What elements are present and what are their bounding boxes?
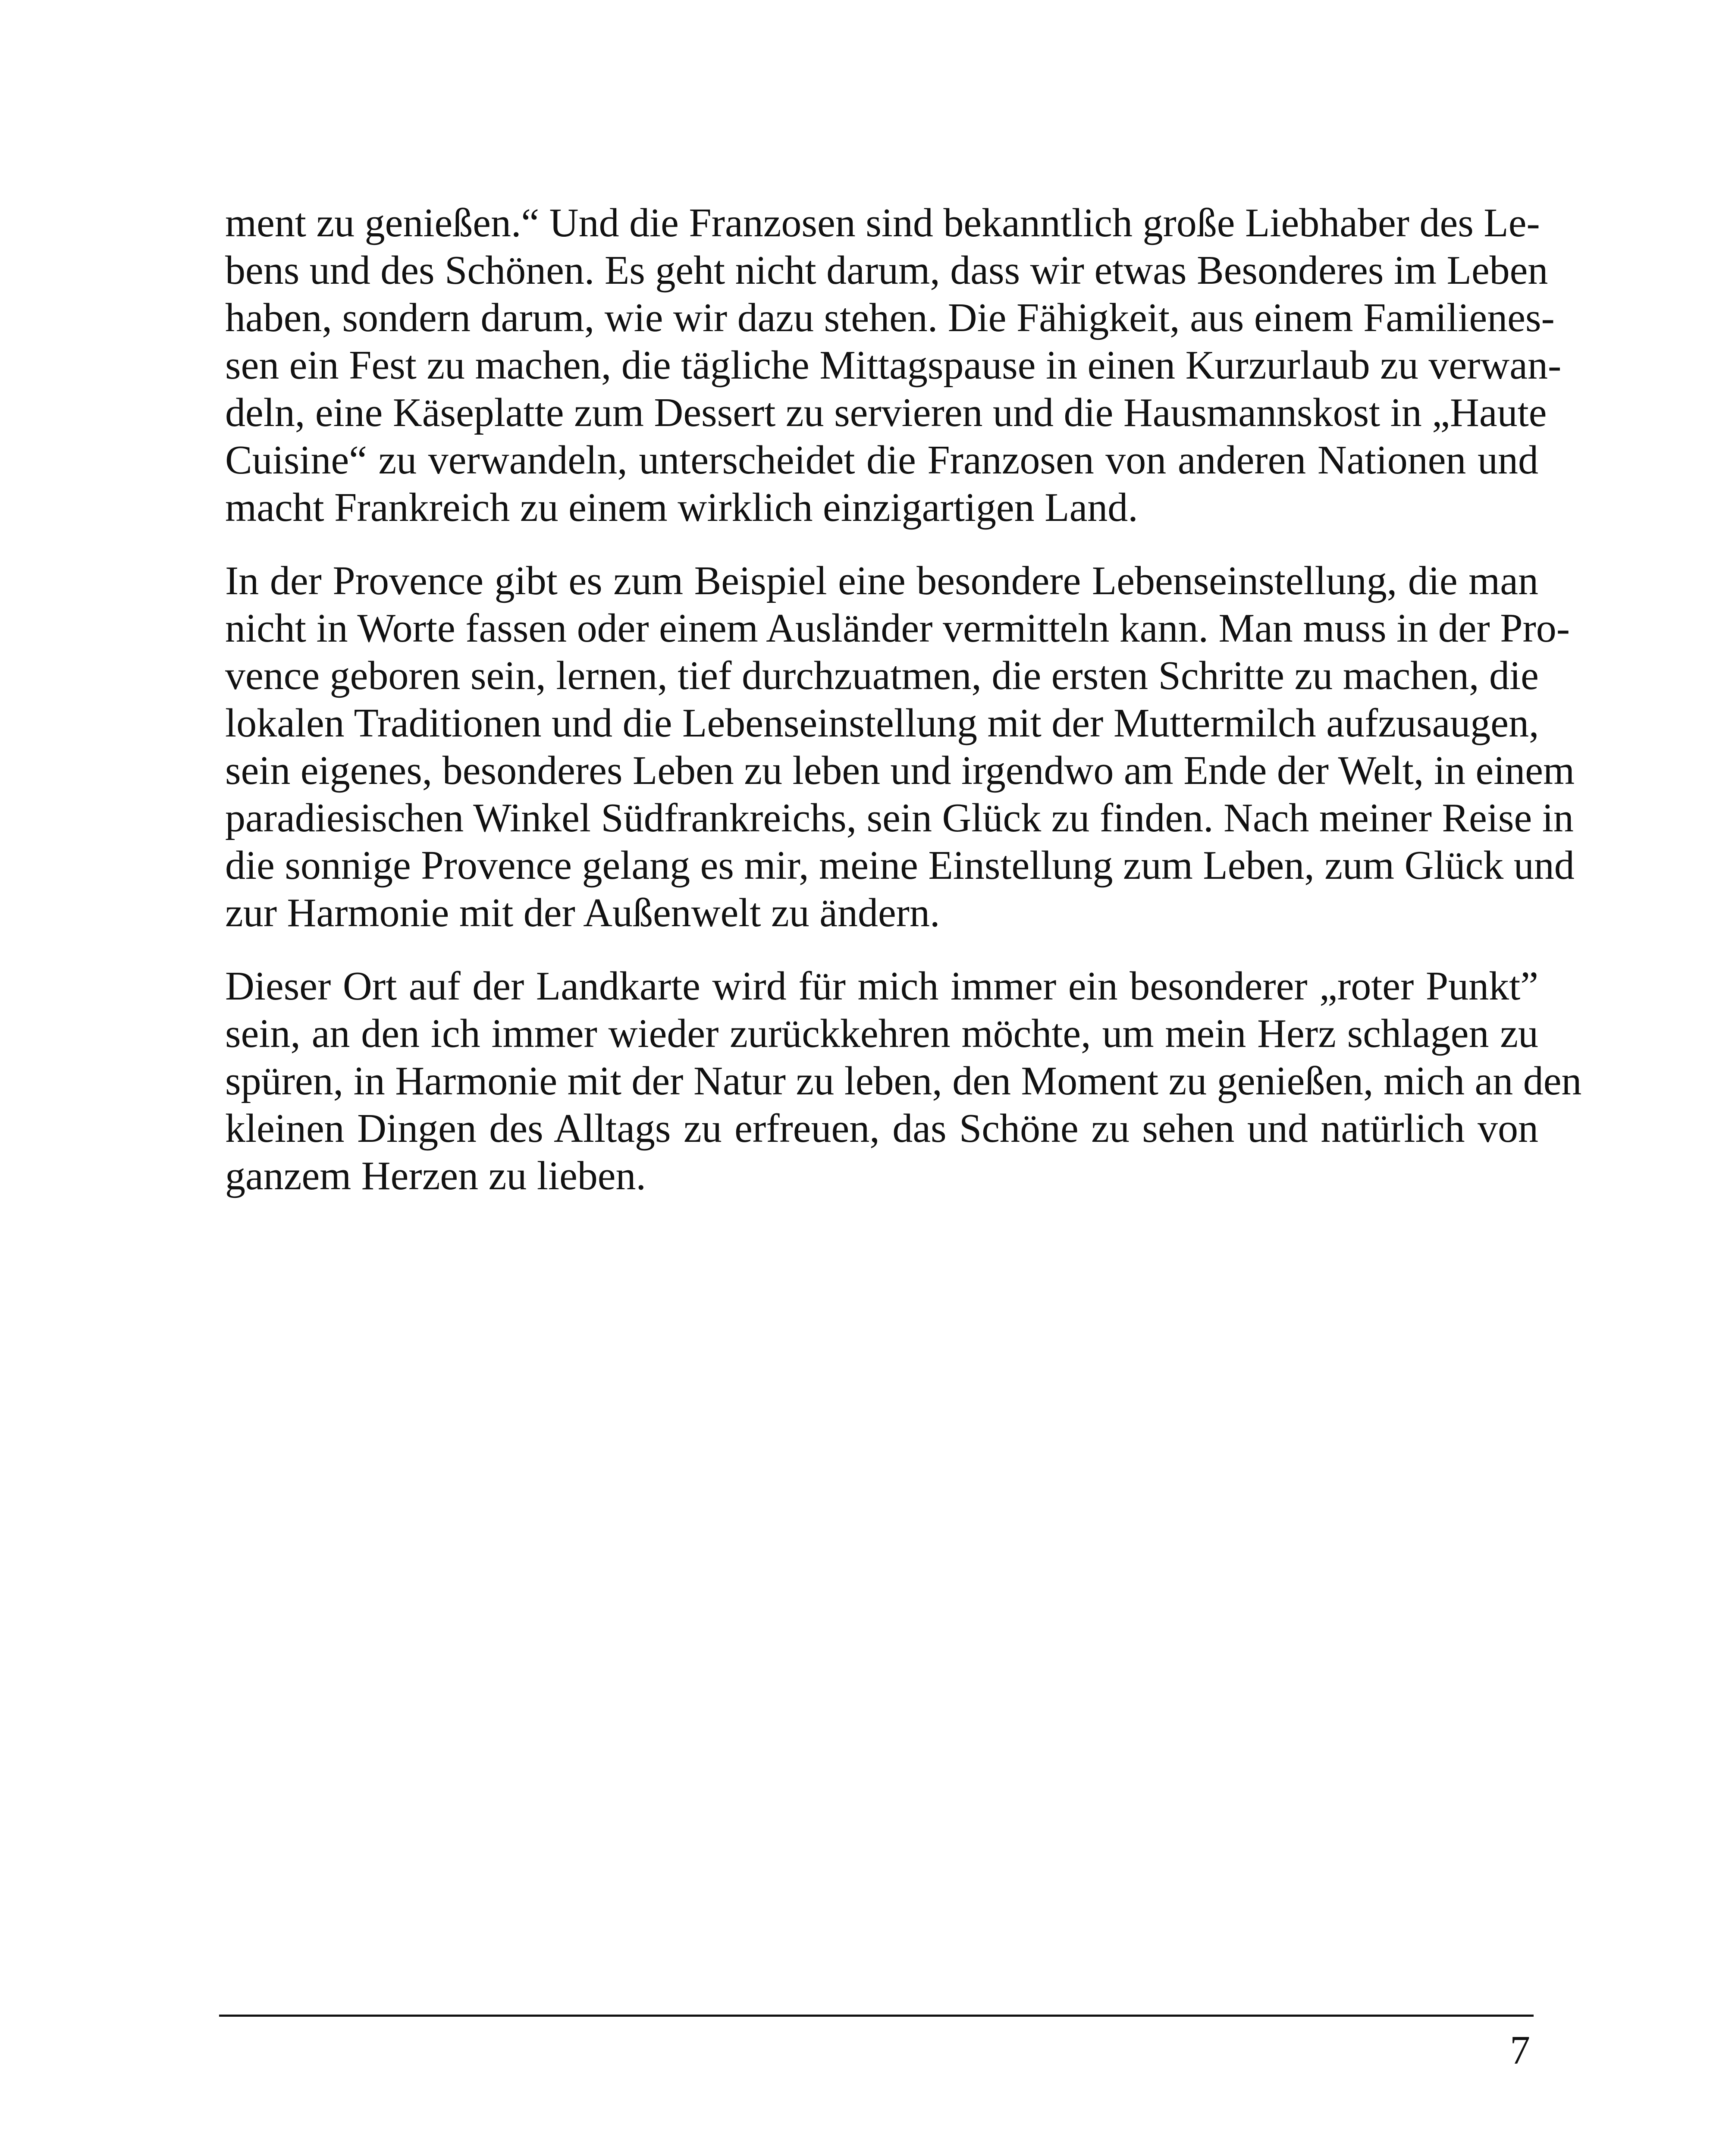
text-line: sein, an den ich immer wieder zurückkehren möchte, um mein Herz schlagen zu <box>225 1011 1538 1056</box>
text-line: sein eigenes, besonderes Leben zu leben und irgendwo am Ende der Welt, in einem <box>225 748 1575 793</box>
text-line: nicht in Worte fassen oder einem Ausländer vermitteln kann. Man muss in der Pro- <box>225 606 1570 651</box>
text-line: Dieser Ort auf der Landkarte wird für mich immer ein besonderer „roter Punkt” <box>225 964 1538 1009</box>
page-number: 7 <box>1510 2028 1530 2073</box>
paragraph-3 <box>225 962 1582 1200</box>
paragraph-1 <box>225 199 1562 531</box>
text-line: deln, eine Käseplatte zum Dessert zu servieren und die Hausmannskost in „Haute <box>225 390 1547 435</box>
text-line: kleinen Dingen des Alltags zu erfreuen, das Schöne zu sehen und natürlich von <box>225 1106 1538 1151</box>
paragraph-2 <box>225 557 1575 937</box>
text-line: ment zu genießen.“ Und die Franzosen sind bekanntlich große Liebhaber des Le- <box>225 201 1540 245</box>
body-text <box>225 199 1582 1225</box>
text-line: macht Frankreich zu einem wirklich einzigartigen Land. <box>225 485 1138 530</box>
text-line: haben, sondern darum, wie wir dazu stehen. Die Fähigkeit, aus einem Familienes- <box>225 295 1555 340</box>
text-line: vence geboren sein, lernen, tief durchzuatmen, die ersten Schritte zu machen, die <box>225 653 1539 698</box>
text-line: Cuisine“ zu verwandeln, unterscheidet die Franzosen von anderen Nationen und <box>225 438 1538 483</box>
text-line: bens und des Schönen. Es geht nicht darum, dass wir etwas Besonderes im Leben <box>225 248 1548 293</box>
text-line: die sonnige Provence gelang es mir, meine Einstellung zum Leben, zum Glück und <box>225 843 1575 888</box>
text-line: paradiesischen Winkel Südfrankreichs, sein Glück zu finden. Nach meiner Reise in <box>225 796 1574 840</box>
footer-divider <box>219 2015 1534 2017</box>
text-line: ganzem Herzen zu lieben. <box>225 1153 646 1198</box>
text-line: spüren, in Harmonie mit der Natur zu leben, den Moment zu genießen, mich an den <box>225 1059 1582 1103</box>
text-line: In der Provence gibt es zum Beispiel eine besondere Lebenseinstellung, die man <box>225 558 1538 603</box>
text-line: zur Harmonie mit der Außenwelt zu ändern. <box>225 890 940 935</box>
text-line: sen ein Fest zu machen, die tägliche Mittagspause in einen Kurzurlaub zu verwan- <box>225 343 1562 388</box>
text-line: lokalen Traditionen und die Lebenseinstellung mit der Muttermilch aufzusaugen, <box>225 701 1539 746</box>
